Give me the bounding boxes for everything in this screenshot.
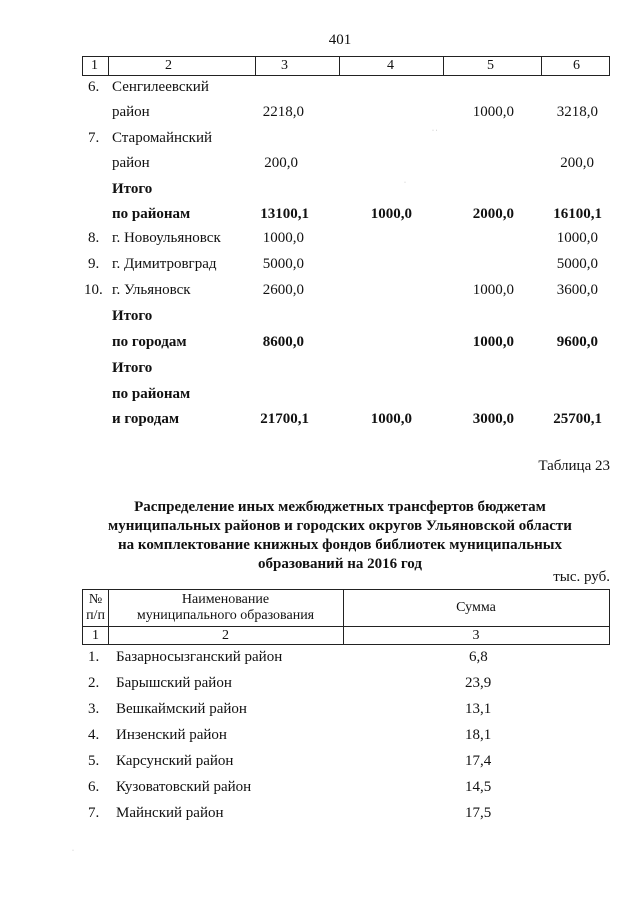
- table1-cell-col3: 2218,0: [262, 104, 304, 120]
- table1-subtotal-line: Итого: [112, 308, 153, 324]
- units-label: тыс. руб.: [553, 569, 610, 585]
- table1-cell-col5: 2000,0: [472, 206, 514, 222]
- table1-cell-col6: 200,0: [560, 155, 594, 171]
- table1-row-name-line: Сенгилеевский: [112, 79, 209, 95]
- table2-row-sum: 17,5: [465, 805, 492, 821]
- table2-row-number: 7.: [88, 805, 100, 821]
- table2-row-sum: 13,1: [465, 701, 492, 717]
- table-title: [0, 498, 640, 574]
- table1-cell-col6: 5000,0: [556, 256, 598, 272]
- table2-row-number: 6.: [88, 779, 100, 795]
- table1-row-name-line: г. Ульяновск: [112, 282, 191, 298]
- table2-row-sum: 14,5: [465, 779, 492, 795]
- table1-subtotal-line: Итого: [112, 181, 153, 197]
- table1-cell-col5: 1000,0: [472, 334, 514, 350]
- table1-row-number: 9.: [88, 256, 100, 272]
- table-title-line: муниципальных районов и городских округов Ульяновской области: [108, 518, 572, 534]
- page-number: 401: [328, 32, 352, 48]
- table1-cell-col3: 1000,0: [262, 230, 304, 246]
- table1-cell-col6: 25700,1: [553, 411, 602, 427]
- table1-row-number: 8.: [88, 230, 100, 246]
- table1-cell-col3: 21700,1: [260, 411, 309, 427]
- table2-row-number: 3.: [88, 701, 100, 717]
- table1-cell-col5: 1000,0: [472, 282, 514, 298]
- table1-header-col4: 4: [387, 58, 394, 73]
- table2-row-number: 5.: [88, 753, 100, 769]
- header-no-line2: п/п: [86, 608, 105, 623]
- table2-row-name: Барышский район: [116, 675, 232, 691]
- table2-row-number: 1.: [88, 649, 100, 665]
- scan-speck: ·: [72, 848, 74, 854]
- table1-total-line: по районам: [112, 386, 191, 402]
- table1-row-name-line: г. Димитровград: [112, 256, 217, 272]
- header-number-col1: 1: [92, 628, 99, 643]
- table1-row-name-line: Старомайнский: [112, 130, 213, 146]
- table1-row-name-line: г. Новоульяновск: [112, 230, 221, 246]
- table1-cell-col5: 3000,0: [472, 411, 514, 427]
- table1-header-col6: 6: [573, 58, 580, 73]
- table1-header-col1: 1: [91, 58, 98, 73]
- table-title-line: Распределение иных межбюджетных трансфертов бюджетам: [134, 499, 546, 515]
- header-name-line2: муниципального образования: [136, 608, 315, 623]
- table1-header-col2: 2: [165, 58, 172, 73]
- table1-total-line: Итого: [112, 360, 153, 376]
- header-sum: Сумма: [456, 600, 496, 615]
- table2-row-sum: 23,9: [465, 675, 492, 691]
- scan-speck: · ·: [432, 128, 438, 134]
- table1-cell-col3: 8600,0: [262, 334, 304, 350]
- table1-cell-col6: 1000,0: [556, 230, 598, 246]
- table2-row-name: Кузоватовский район: [116, 779, 252, 795]
- table2-row-name: Вешкаймский район: [116, 701, 247, 717]
- table2-row-name: Инзенский район: [116, 727, 227, 743]
- table2-row-name: Карсунский район: [116, 753, 234, 769]
- table2-row-number: 2.: [88, 675, 100, 691]
- table2-row-number: 4.: [88, 727, 100, 743]
- table1-row-number: 7.: [88, 130, 100, 146]
- table1-cell-col3: 13100,1: [260, 206, 309, 222]
- table1-cell-col6: 9600,0: [556, 334, 598, 350]
- table2-header: [82, 589, 610, 645]
- table1-cell-col3: 200,0: [264, 155, 298, 171]
- table1-row-name-line: район: [112, 104, 150, 120]
- header-name-line1: Наименование: [181, 592, 270, 607]
- table1-cell-col6: 3218,0: [556, 104, 598, 120]
- table1-header-row: [82, 56, 610, 76]
- table1-total-line: и городам: [112, 411, 180, 427]
- table1-header-col3: 3: [281, 58, 288, 73]
- table1-cell-col4: 1000,0: [370, 411, 412, 427]
- table1-cell-col3: 5000,0: [262, 256, 304, 272]
- table2-row-sum: 17,4: [465, 753, 492, 769]
- table2-row-name: Майнский район: [116, 805, 224, 821]
- table1-row-name-line: район: [112, 155, 150, 171]
- header-number-col2: 2: [222, 628, 229, 643]
- table1-cell-col3: 2600,0: [262, 282, 304, 298]
- table2-row-sum: 6,8: [469, 649, 488, 665]
- header-no-line1: №: [88, 592, 103, 607]
- table-number-label: Таблица 23: [538, 458, 610, 474]
- table2-row-name: Базарносызганский район: [116, 649, 283, 665]
- table-title-line: на комплектование книжных фондов библиотек муниципальных: [117, 537, 563, 553]
- table1-cell-col6: 3600,0: [556, 282, 598, 298]
- table-title-line: образований на 2016 год: [258, 556, 422, 572]
- table1-subtotal-line: по городам: [112, 334, 187, 350]
- table1-cell-col4: 1000,0: [370, 206, 412, 222]
- table1-header-col5: 5: [487, 58, 494, 73]
- table1-row-number: 6.: [88, 79, 100, 95]
- table2-row-sum: 18,1: [465, 727, 492, 743]
- header-number-col3: 3: [472, 628, 480, 643]
- table1-cell-col6: 16100,1: [553, 206, 602, 222]
- table1-cell-col5: 1000,0: [472, 104, 514, 120]
- table1-row-number: 10.: [84, 282, 103, 298]
- scan-speck: ·: [404, 180, 406, 186]
- table1-subtotal-line: по районам: [112, 206, 191, 222]
